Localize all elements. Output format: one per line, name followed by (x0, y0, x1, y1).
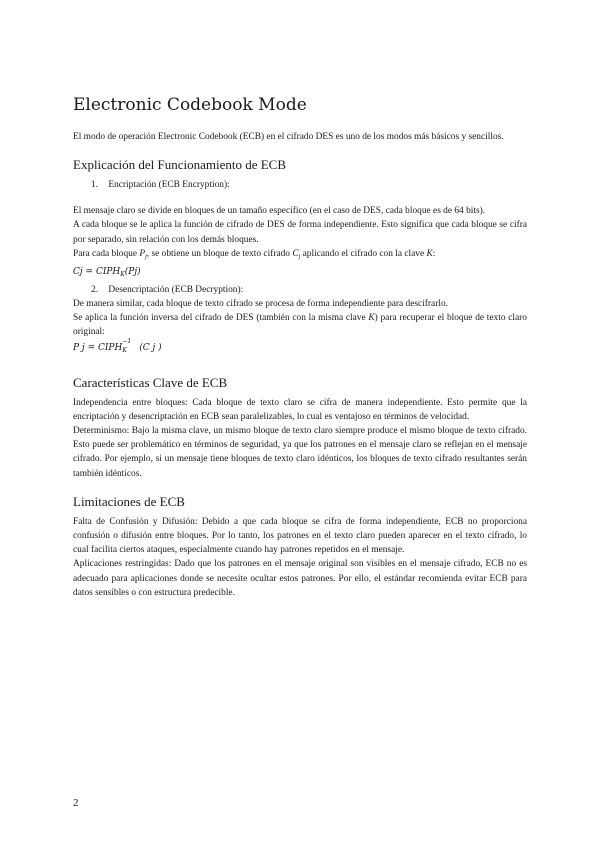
paragraph-division-bloques: El mensaje claro se divide en bloques de un tamaño específico (en el caso de DES, cada bloque es de 64 bits). (73, 206, 486, 217)
text-run: Para cada bloque (73, 248, 140, 259)
paragraph-independencia: Independencia entre bloques: Cada bloque de texto claro se cifra de manera independiente. Esto permite que la encriptación y desencriptación en ECB sean paralelizables, lo cual es ventajoso en términos de velocidad. (73, 397, 527, 422)
section-heading-limitaciones: Limitaciones de ECB (73, 493, 185, 509)
math-subscript: j (145, 253, 147, 260)
paragraph-confusion-difusion: Falta de Confusión y Difusión: Debido a que cada bloque se cifra de forma independiente, ECB no proporciona confusión o difusión entre bloques. Por lo tanto, los patrones en el texto claro pueden aparecer en el texto cifrado, lo cual facilita ciertos ataques, especialmente cuando hay patrones repetidos en el mensaje. (73, 516, 527, 556)
formula-decryption (73, 337, 527, 356)
paragraph-aplicaciones-restringidas: Aplicaciones restringidas: Dado que los patrones en el mensaje original son visibles en el mensaje cifrado, ECB no es adecuado para aplicaciones donde se necesite ocultar estos patrones. Por ello, el estándar recomienda evitar ECB para datos sensibles o con estructura predecible. (73, 559, 527, 598)
paragraph-cifrado-independiente: A cada bloque se le aplica la función de cifrado de DES de forma independiente. Esto significa que cada bloque se cifra por separado, sin relación con los demás bloques. (73, 220, 527, 245)
formula-tail: (C j ) (136, 342, 162, 353)
math-variable: K (368, 313, 375, 324)
list-label: Encriptación (ECB Encryption): (108, 180, 230, 191)
formula-main: P j = CIPH (73, 342, 123, 353)
text-run: , se obtiene un bloque de texto cifrado (146, 248, 293, 259)
list-number: 1. (91, 180, 99, 191)
paragraph-determinismo: Determinismo: Bajo la misma clave, un mismo bloque de texto claro siempre produce el mismo bloque de texto cifrado. Esto puede ser problemático en términos de seguridad, ya que los patrones en el mensaje claro se reflejan en el mensaje cifrado. Por ejemplo, si un mensaje tiene bloques de texto claro idénticos, los bloques de texto cifrado resultantes serán también idénticos. (73, 426, 527, 479)
text-run: Se aplica la función inversa del cifrado de DES (también con la misma clave (73, 313, 369, 324)
page-content (73, 94, 527, 600)
text-run: ) para recuperar el bloque de texto claro original: (73, 313, 527, 338)
math-variable: K (426, 248, 433, 259)
list-number: 2. (91, 285, 99, 296)
formula-subscript: K (122, 346, 127, 354)
formula-tail: (Pj) (124, 267, 141, 278)
formula-superscript: −1 (122, 337, 132, 345)
paragraph-funcion-inversa (73, 311, 527, 339)
page-number: 2 (73, 797, 79, 809)
document-title: Electronic Codebook Mode (73, 95, 307, 115)
formula-subscript: K (120, 271, 125, 279)
list-label: Desencriptación (ECB Decryption): (108, 285, 244, 296)
math-subscript: j (298, 253, 301, 260)
text-run: : (432, 248, 436, 259)
formula-encryption (73, 264, 527, 283)
section-heading-caracteristicas: Características Clave de ECB (73, 374, 228, 390)
paragraph-para-cada-bloque (73, 247, 527, 264)
formula-main: Cj = CIPH (73, 267, 121, 278)
section-heading-explicacion: Explicación del Funcionamiento de ECB (73, 157, 287, 173)
text-run: aplicando el cifrado con la clave (300, 248, 427, 259)
intro-paragraph: El modo de operación Electronic Codebook (ECB) en el cifrado DES es uno de los modos más básicos y sencillos. (73, 132, 504, 142)
list-item-encriptacion (73, 178, 527, 192)
paragraph-descifrado-independiente: De manera similar, cada bloque de texto cifrado se procesa de forma independiente para descifrarlo. (73, 299, 448, 310)
list-item-desencriptacion (73, 283, 527, 297)
math-variable: P (139, 248, 146, 259)
math-variable: C (292, 248, 299, 259)
